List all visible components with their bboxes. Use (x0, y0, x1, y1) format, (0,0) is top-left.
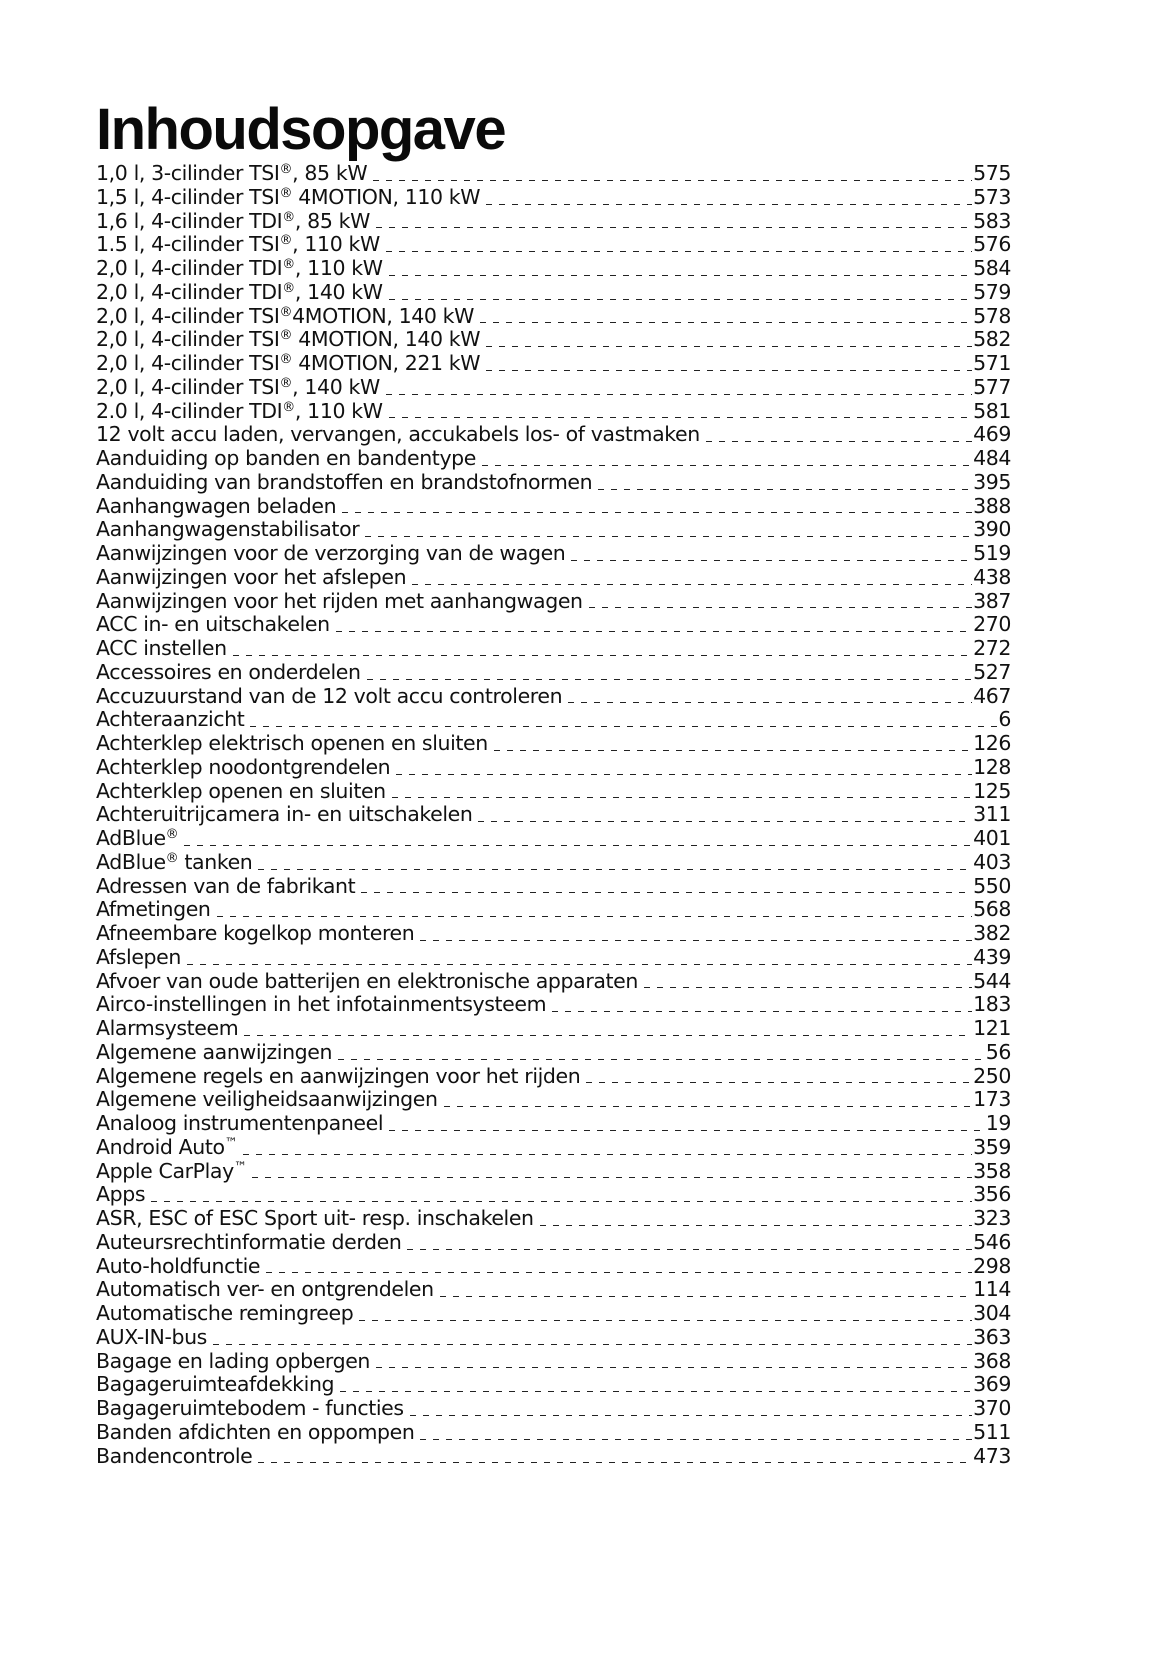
toc-entry-label: 2,0 l, 4-cilinder TSI® 4MOTION, 221 kW (96, 351, 481, 375)
dot-leader (250, 726, 997, 727)
dot-leader (552, 1011, 972, 1012)
toc-entry[interactable] (96, 708, 1011, 732)
toc-entry[interactable] (96, 756, 1011, 780)
toc-entry[interactable] (96, 851, 1011, 875)
toc-entry[interactable] (96, 732, 1011, 756)
dot-leader (266, 1272, 972, 1273)
dot-leader (184, 845, 972, 846)
toc-entry-label: Afneembare kogelkop monteren (96, 921, 415, 945)
toc-entry-page-number: 401 (973, 826, 1011, 850)
dot-leader (420, 1439, 972, 1440)
toc-entry-page-number: 272 (973, 636, 1011, 660)
toc-entry-label: Afvoer van oude batterijen en elektronische apparaten (96, 968, 638, 993)
toc-entry-label: Auto-holdfunctie (96, 1253, 261, 1278)
toc-entry-label: Aanduiding op banden en bandentype (96, 446, 477, 470)
toc-entry-page-number: 270 (973, 612, 1011, 637)
toc-entry[interactable] (96, 1350, 1011, 1374)
toc-page (96, 97, 1011, 1468)
toc-entry-label: ASR, ESC of ESC Sport uit- resp. inschakelen (96, 1206, 534, 1230)
toc-entry-page-number: 369 (973, 1372, 1011, 1397)
toc-entry-page-number: 575 (973, 161, 1011, 185)
dot-leader (187, 964, 972, 965)
toc-entry-label: Aanhangwagen beladen (96, 493, 337, 518)
toc-entry[interactable] (96, 1041, 1011, 1065)
dot-leader (494, 750, 972, 751)
toc-entry[interactable] (96, 1373, 1011, 1397)
toc-entry-page-number: 388 (973, 493, 1011, 518)
dot-leader (478, 821, 972, 822)
toc-entry[interactable] (96, 1088, 1011, 1112)
toc-entry-page-number: 311 (973, 802, 1011, 827)
toc-entry[interactable] (96, 898, 1011, 922)
toc-entry-page-number: 581 (973, 398, 1011, 423)
dot-leader (342, 512, 972, 513)
toc-entry-page-number: 358 (973, 1158, 1011, 1183)
dot-leader (571, 560, 972, 561)
toc-entry-page-number: 403 (973, 849, 1011, 874)
dot-leader (151, 1201, 972, 1202)
toc-entry[interactable] (96, 376, 1011, 400)
dot-leader (410, 1415, 972, 1416)
toc-entry[interactable] (96, 1160, 1011, 1184)
dot-leader (396, 774, 972, 775)
toc-entry-label: Achteruitrijcamera in- en uitschakelen (96, 802, 473, 827)
toc-entry-page-number: 356 (973, 1182, 1011, 1207)
dot-leader (568, 702, 972, 703)
dot-leader (586, 1082, 972, 1083)
toc-entry[interactable] (96, 780, 1011, 804)
toc-entry-label: Aanwijzingen voor het afslepen (96, 564, 407, 589)
toc-entry-page-number: 484 (973, 446, 1011, 470)
toc-entry[interactable] (96, 1231, 1011, 1255)
toc-entry[interactable] (96, 827, 1011, 851)
toc-entry-page-number: 323 (973, 1206, 1011, 1230)
toc-entry[interactable] (96, 305, 1011, 329)
toc-entry-label: 1,5 l, 4-cilinder TSI® 4MOTION, 110 kW (96, 184, 481, 209)
toc-entry-label: Afslepen (96, 944, 181, 969)
toc-entry-page-number: 382 (973, 921, 1011, 945)
dot-leader (540, 1225, 972, 1226)
toc-entry-label: Accessoires en onderdelen (96, 659, 361, 684)
toc-entry-label: Automatisch ver- en ontgrendelen (96, 1277, 434, 1302)
toc-entry-label: Apps (96, 1182, 146, 1207)
toc-entry[interactable] (96, 328, 1011, 352)
toc-entry-label: Aanhangwagenstabilisator (96, 517, 360, 542)
dot-leader (386, 251, 972, 252)
toc-entry-page-number: 250 (973, 1063, 1011, 1088)
toc-entry[interactable] (96, 1445, 1011, 1469)
toc-entry[interactable] (96, 661, 1011, 685)
toc-entry-page-number: 363 (973, 1324, 1011, 1349)
toc-entry-label: AUX-IN-bus (96, 1324, 207, 1349)
toc-entry-page-number: 125 (973, 778, 1011, 803)
toc-entry-page-number: 579 (973, 279, 1011, 304)
toc-entry-label: Algemene aanwijzingen (96, 1039, 333, 1064)
toc-entry-page-number: 546 (973, 1229, 1011, 1254)
dot-leader (340, 1391, 972, 1392)
dot-leader (407, 1249, 972, 1250)
toc-entry-label: 2.0 l, 4-cilinder TDI®, 110 kW (96, 398, 383, 423)
toc-entry[interactable] (96, 542, 1011, 566)
toc-entry-page-number: 298 (973, 1253, 1011, 1278)
toc-entry[interactable] (96, 685, 1011, 709)
toc-entry[interactable] (96, 471, 1011, 495)
dot-leader (644, 987, 972, 988)
toc-entry-page-number: 370 (973, 1396, 1011, 1420)
toc-entry-page-number: 584 (973, 256, 1011, 280)
dot-leader (233, 655, 972, 656)
dot-leader (486, 370, 972, 371)
toc-entry-page-number: 438 (973, 564, 1011, 589)
toc-entry[interactable] (96, 495, 1011, 519)
toc-entry-label: Afmetingen (96, 897, 211, 922)
toc-entry[interactable] (96, 186, 1011, 210)
dot-leader (598, 489, 972, 490)
toc-entry[interactable] (96, 1207, 1011, 1231)
toc-entry-label: Auteursrechtinformatie derden (96, 1229, 402, 1254)
toc-entry-label: Bagage en lading opbergen (96, 1348, 371, 1373)
toc-entry[interactable] (96, 1255, 1011, 1279)
toc-entry-page-number: 439 (973, 944, 1011, 969)
dot-leader (389, 417, 972, 418)
dot-leader (213, 1344, 972, 1345)
dot-leader (444, 1106, 972, 1107)
toc-entry-page-number: 467 (973, 683, 1011, 708)
toc-entry-label: Alarmsysteem (96, 1016, 239, 1040)
toc-entry-label: Aanwijzingen voor het rijden met aanhangwagen (96, 588, 583, 613)
dot-leader (480, 322, 972, 323)
toc-entry-page-number: 395 (973, 469, 1011, 494)
toc-list (96, 162, 1011, 1468)
toc-entry[interactable] (96, 400, 1011, 424)
toc-entry[interactable] (96, 257, 1011, 281)
toc-entry-label: 1,0 l, 3-cilinder TSI®, 85 kW (96, 161, 368, 185)
dot-leader (486, 204, 972, 205)
toc-entry[interactable] (96, 946, 1011, 970)
toc-entry[interactable] (96, 613, 1011, 637)
toc-entry-label: Apple CarPlay™ (96, 1158, 247, 1183)
toc-entry-label: Aanwijzingen voor de verzorging van de wagen (96, 541, 566, 565)
toc-entry-page-number: 128 (973, 754, 1011, 779)
toc-entry-label: 2,0 l, 4-cilinder TDI®, 140 kW (96, 279, 383, 304)
toc-entry-page-number: 359 (973, 1134, 1011, 1159)
toc-entry[interactable] (96, 803, 1011, 827)
toc-entry-label: Adressen van de fabrikant (96, 873, 356, 898)
toc-entry[interactable] (96, 423, 1011, 447)
toc-entry-page-number: 469 (973, 422, 1011, 447)
toc-entry[interactable] (96, 1326, 1011, 1350)
toc-entry-label: Bagageruimtebodem - functies (96, 1396, 404, 1420)
toc-entry-page-number: 511 (973, 1419, 1011, 1444)
dot-leader (252, 1177, 972, 1178)
toc-entry[interactable] (96, 1065, 1011, 1089)
dot-leader (258, 1462, 972, 1463)
toc-entry-label: 2,0 l, 4-cilinder TSI®4MOTION, 140 kW (96, 303, 475, 328)
dot-leader (389, 275, 972, 276)
toc-entry-page-number: 576 (973, 232, 1011, 257)
toc-entry-label: 2,0 l, 4-cilinder TDI®, 110 kW (96, 256, 383, 280)
dot-leader (706, 441, 972, 442)
toc-entry[interactable] (96, 1183, 1011, 1207)
dot-leader (412, 584, 972, 585)
dot-leader (420, 940, 972, 941)
toc-entry[interactable] (96, 1302, 1011, 1326)
toc-entry-label: Aanduiding van brandstoffen en brandstofnormen (96, 469, 593, 494)
toc-entry[interactable] (96, 1278, 1011, 1302)
dot-leader (376, 227, 972, 228)
toc-entry-label: Bagageruimteafdekking (96, 1372, 335, 1397)
toc-entry[interactable] (96, 1112, 1011, 1136)
dot-leader (258, 869, 972, 870)
toc-entry-label: Achterklep elektrisch openen en sluiten (96, 731, 488, 755)
toc-entry-page-number: 550 (973, 873, 1011, 898)
toc-entry-page-number: 473 (973, 1443, 1011, 1468)
toc-entry-label: 2,0 l, 4-cilinder TSI® 4MOTION, 140 kW (96, 327, 481, 352)
toc-entry[interactable] (96, 233, 1011, 257)
dot-leader (392, 797, 972, 798)
page-title: Inhoudsopgave (96, 97, 506, 162)
toc-entry-page-number: 544 (973, 968, 1011, 993)
toc-entry-page-number: 183 (973, 992, 1011, 1017)
toc-entry-label: AdBlue® (96, 826, 179, 850)
dot-leader (440, 1296, 972, 1297)
toc-entry[interactable] (96, 637, 1011, 661)
dot-leader (365, 536, 972, 537)
toc-entry[interactable] (96, 352, 1011, 376)
toc-entry[interactable] (96, 162, 1011, 186)
dot-leader (589, 607, 972, 608)
toc-entry-label: 1.5 l, 4-cilinder TSI®, 110 kW (96, 232, 380, 257)
toc-entry-page-number: 583 (973, 208, 1011, 233)
toc-entry[interactable] (96, 447, 1011, 471)
toc-entry[interactable] (96, 566, 1011, 590)
toc-entry-label: AdBlue® tanken (96, 849, 253, 874)
dot-leader (338, 1059, 985, 1060)
toc-entry-label: 2,0 l, 4-cilinder TSI®, 140 kW (96, 374, 380, 399)
toc-entry-label: Accuzuurstand van de 12 volt accu controleren (96, 683, 563, 708)
dot-leader (373, 180, 972, 181)
toc-entry[interactable] (96, 970, 1011, 994)
dot-leader (243, 1154, 972, 1155)
toc-entry[interactable] (96, 590, 1011, 614)
toc-entry[interactable] (96, 210, 1011, 234)
toc-entry[interactable] (96, 281, 1011, 305)
toc-entry-page-number: 582 (973, 327, 1011, 352)
toc-entry-label: Achterklep noodontgrendelen (96, 754, 391, 779)
toc-entry-label: Algemene regels en aanwijzingen voor het rijden (96, 1063, 581, 1088)
dot-leader (217, 916, 973, 917)
dot-leader (389, 299, 972, 300)
dot-leader (361, 892, 972, 893)
toc-entry-page-number: 573 (973, 184, 1011, 209)
toc-entry[interactable] (96, 922, 1011, 946)
toc-entry-label: Bandencontrole (96, 1443, 253, 1468)
toc-entry-page-number: 368 (973, 1348, 1011, 1373)
toc-entry-label: Achterklep openen en sluiten (96, 778, 386, 803)
toc-entry-page-number: 577 (973, 374, 1011, 399)
dot-leader (336, 631, 972, 632)
toc-entry-page-number: 578 (973, 303, 1011, 328)
dot-leader (386, 394, 972, 395)
toc-entry-page-number: 19 (985, 1111, 1011, 1135)
toc-entry[interactable] (96, 518, 1011, 542)
dot-leader (376, 1367, 972, 1368)
toc-entry-label: Android Auto™ (96, 1134, 238, 1159)
dot-leader (367, 679, 972, 680)
toc-entry-label: 1,6 l, 4-cilinder TDI®, 85 kW (96, 208, 370, 233)
toc-entry-label: Automatische remingreep (96, 1301, 354, 1325)
toc-entry[interactable] (96, 993, 1011, 1017)
toc-entry-page-number: 390 (973, 517, 1011, 542)
toc-entry-label: Airco-instellingen in het infotainmentsysteem (96, 992, 547, 1017)
toc-entry-page-number: 56 (985, 1039, 1011, 1064)
toc-entry[interactable] (96, 1421, 1011, 1445)
toc-entry-page-number: 568 (973, 897, 1011, 922)
dot-leader (482, 465, 972, 466)
dot-leader (486, 346, 972, 347)
toc-entry-page-number: 173 (973, 1087, 1011, 1112)
toc-entry-label: Achteraanzicht (96, 707, 245, 732)
dot-leader (244, 1035, 972, 1036)
toc-entry-page-number: 304 (973, 1301, 1011, 1325)
toc-entry-page-number: 114 (973, 1277, 1011, 1302)
toc-entry-label: Analoog instrumentenpaneel (96, 1111, 384, 1135)
toc-entry-label: 12 volt accu laden, vervangen, accukabels los- of vastmaken (96, 422, 700, 447)
toc-entry-page-number: 121 (973, 1016, 1011, 1040)
toc-entry-label: Algemene veiligheidsaanwijzingen (96, 1087, 438, 1112)
toc-entry[interactable] (96, 1397, 1011, 1421)
toc-entry[interactable] (96, 1017, 1011, 1041)
dot-leader (359, 1320, 972, 1321)
toc-entry[interactable] (96, 1136, 1011, 1160)
toc-entry-page-number: 6 (998, 707, 1011, 732)
toc-entry-page-number: 571 (973, 351, 1011, 375)
toc-entry-page-number: 519 (973, 541, 1011, 565)
toc-entry-page-number: 387 (973, 588, 1011, 613)
dot-leader (389, 1130, 985, 1131)
toc-entry-label: ACC in- en uitschakelen (96, 612, 330, 637)
toc-entry[interactable] (96, 875, 1011, 899)
toc-entry-page-number: 126 (973, 731, 1011, 755)
toc-entry-page-number: 527 (973, 659, 1011, 684)
toc-entry-label: Banden afdichten en oppompen (96, 1419, 415, 1444)
toc-entry-label: ACC instellen (96, 636, 227, 660)
